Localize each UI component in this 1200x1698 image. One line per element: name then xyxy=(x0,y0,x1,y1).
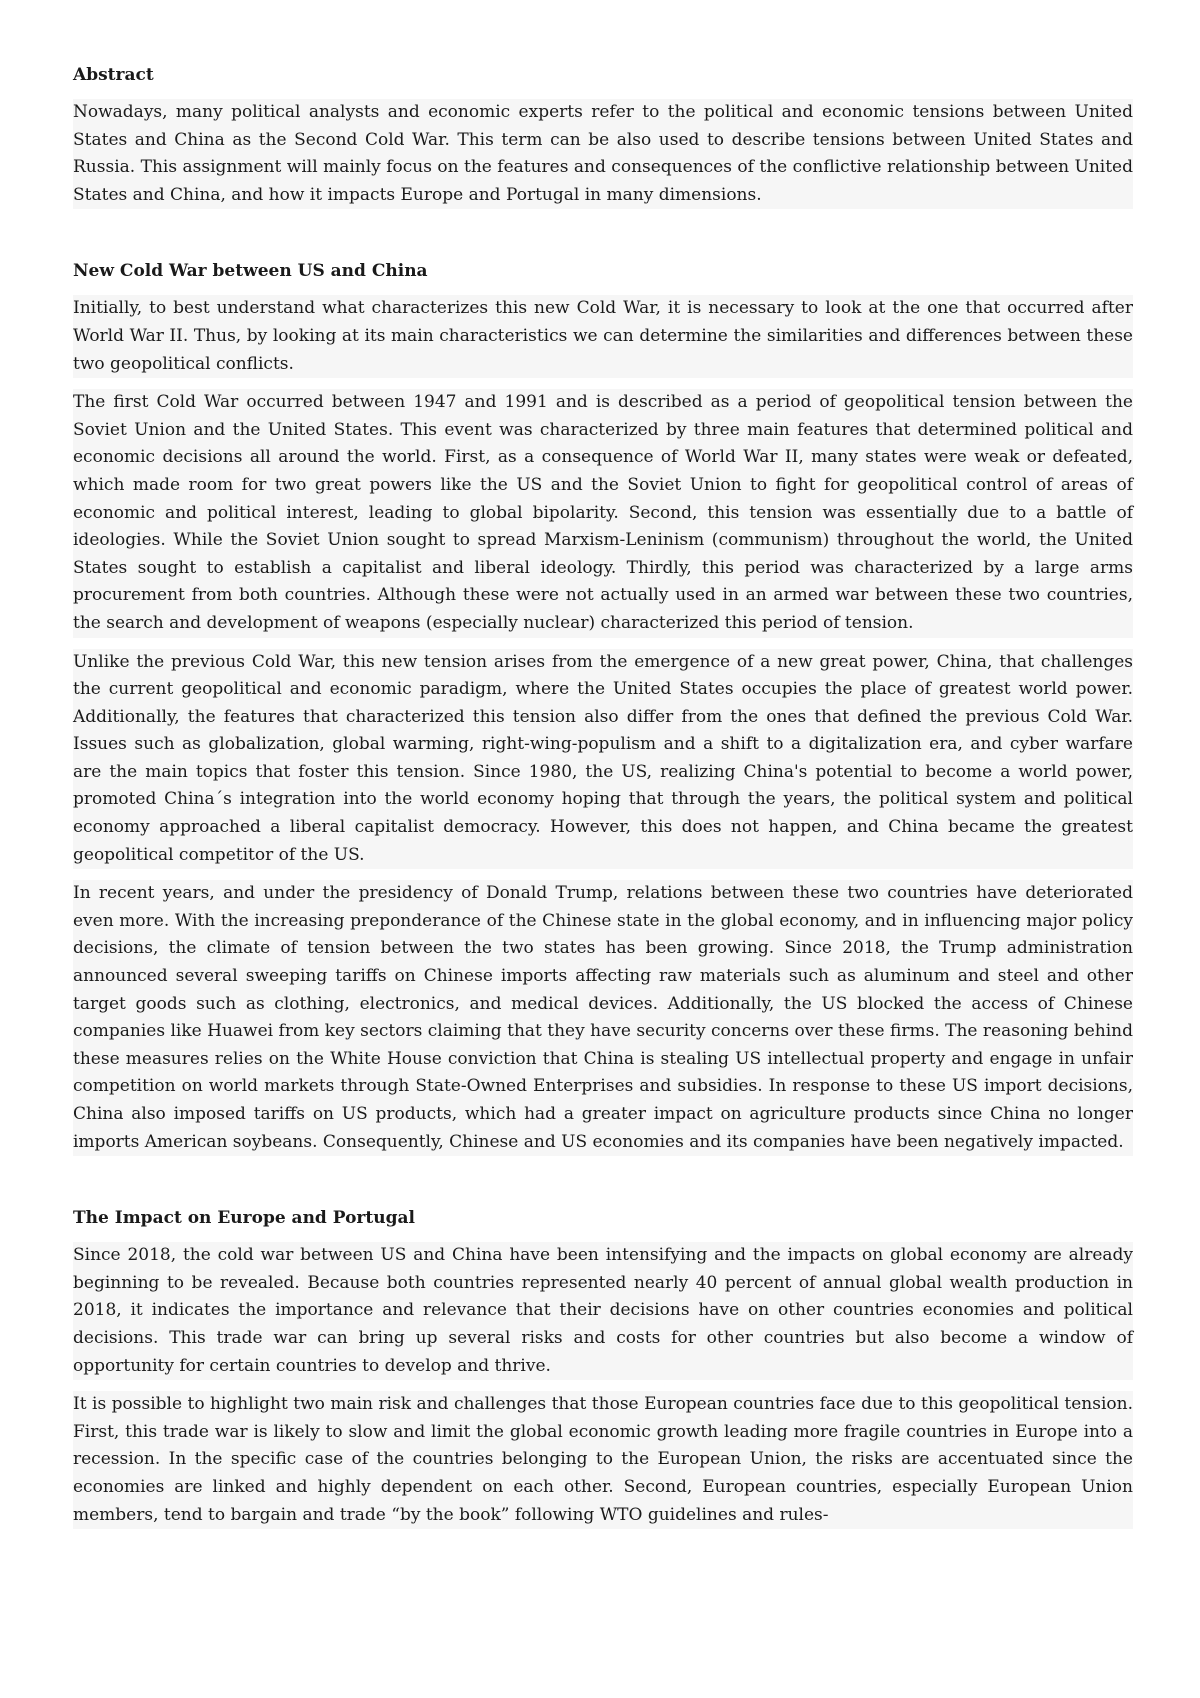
body-paragraph: In recent years, and under the presidency of Donald Trump, relations between these two countries have deteriorated even more. With the increasing preponderance of the Chinese state in the global economy, and in influencing major policy decisions, the climate of tension between the two states has been growing. Since 2018, the Trump administration announced several sweeping tariffs on Chinese imports affecting raw materials such as aluminum and steel and other target goods such as clothing, electronics, and medical devices. Additionally, the US blocked the access of Chinese companies like Huawei from key sectors claiming that they have security concerns over these firms. The reasoning behind these measures relies on the White House conviction that China is stealing US intellectual property and engage in unfair competition on world markets through State-Owned Enterprises and subsidies. In response to these US import decisions, China also imposed tariffs on US products, which had a greater impact on agriculture products since China no longer imports American soybeans. Consequently, Chinese and US economies and its companies have been negatively impacted. xyxy=(73,880,1133,1156)
section-heading-abstract: Abstract xyxy=(73,65,154,85)
body-paragraph: Unlike the previous Cold War, this new tension arises from the emergence of a new great power, China, that challenges the current geopolitical and economic paradigm, where the United States occupies the place of greatest world power. Additionally, the features that characterized this tension also differ from the ones that defined the previous Cold War. Issues such as globalization, global warming, right-wing-populism and a shift to a digitalization era, and cyber warfare are the main topics that foster this tension. Since 1980, the US, realizing China's potential to become a world power, promoted China´s integration into the world economy hoping that through the years, the political system and political economy approached a liberal capitalist democracy. However, this does not happen, and China became the greatest geopolitical competitor of the US. xyxy=(73,649,1133,870)
body-paragraph: The first Cold War occurred between 1947 and 1991 and is described as a period of geopolitical tension between the Soviet Union and the United States. This event was characterized by three main features that determined political and economic decisions all around the world. First, as a consequence of World War II, many states were weak or defeated, which made room for two great powers like the US and the Soviet Union to fight for geopolitical control of areas of economic and political interest, leading to global bipolarity. Second, this tension was essentially due to a battle of ideologies. While the Soviet Union sought to spread Marxism-Leninism (communism) throughout the world, the United States sought to establish a capitalist and liberal ideology. Thirdly, this period was characterized by a large arms procurement from both countries. Although these were not actually used in an armed war between these two countries, the search and development of weapons (especially nuclear) characterized this period of tension. xyxy=(73,389,1133,637)
document-page xyxy=(73,62,1133,1540)
section-heading-impact-europe-portugal: The Impact on Europe and Portugal xyxy=(73,1208,415,1229)
body-paragraph: It is possible to highlight two main risk and challenges that those European countries face due to this geopolitical tension. First, this trade war is likely to slow and limit the global economic growth leading more fragile countries in Europe into a recession. In the specific case of the countries belonging to the European Union, the risks are accentuated since the economies are linked and highly dependent on each other. Second, European countries, especially European Union members, tend to bargain and trade “by the book” following WTO guidelines and rules- xyxy=(73,1391,1133,1529)
body-paragraph: Since 2018, the cold war between US and China have been intensifying and the impacts on global economy are already beginning to be revealed. Because both countries represented nearly 40 percent of annual global wealth production in 2018, it indicates the importance and relevance that their decisions have on other countries economies and political decisions. This trade war can bring up several risks and costs for other countries but also become a window of opportunity for certain countries to develop and thrive. xyxy=(73,1242,1133,1380)
abstract-paragraph: Nowadays, many political analysts and economic experts refer to the political and economic tensions between United States and China as the Second Cold War. This term can be also used to describe tensions between United States and Russia. This assignment will mainly focus on the features and consequences of the conflictive relationship between United States and China, and how it impacts Europe and Portugal in many dimensions. xyxy=(73,99,1133,209)
body-paragraph: Initially, to best understand what characterizes this new Cold War, it is necessary to look at the one that occurred after World War II. Thus, by looking at its main characteristics we can determine the similarities and differences between these two geopolitical conflicts. xyxy=(73,295,1133,378)
section-spacer xyxy=(73,1167,1133,1205)
section-heading-new-cold-war: New Cold War between US and China xyxy=(73,261,428,282)
section-spacer xyxy=(73,220,1133,258)
